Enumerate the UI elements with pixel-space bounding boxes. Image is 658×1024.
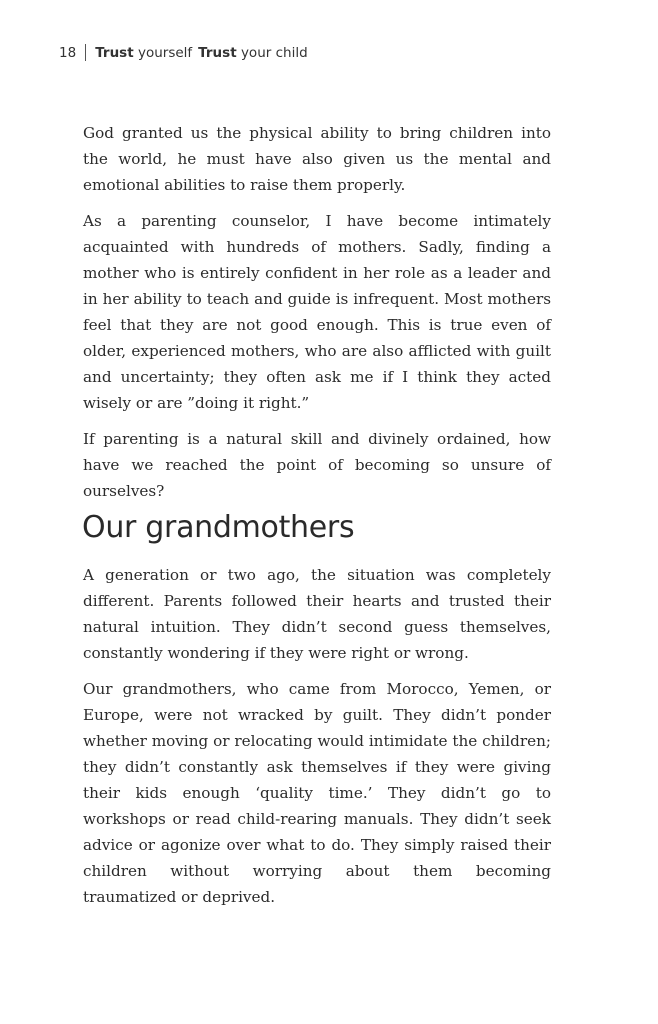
- book-title-rest-2: your child: [236, 44, 308, 61]
- paragraph: Our grandmothers, who came from Morocco, Yemen, or Europe, were not wracked by guilt. They didn’t ponder whether moving or relocating would intimidate the children; they didn’t constantly ask themselves if they were giving their kids enough ‘quality time.’ They didn’t go to workshops or read child-rearing manuals. They didn’t seek advice or agonize over what to do. They simply raised their children without worrying about them becoming traumatized or deprived.: [83, 680, 551, 906]
- paragraph: God granted us the physical ability to bring children into the world, he must have also given us the mental and emotional abilities to raise them properly.: [83, 124, 551, 194]
- book-title-rest-1: yourself: [133, 44, 193, 61]
- body-text-section: [83, 562, 551, 920]
- running-head: [59, 44, 308, 61]
- paragraph: A generation or two ago, the situation was completely different. Parents followed their hearts and trusted their natural intuition. They didn’t second guess themselves, constantly wondering if they were right or wrong.: [83, 566, 551, 662]
- body-text-top: [83, 120, 551, 514]
- book-title-word-1: Trust: [95, 44, 134, 61]
- paragraph: If parenting is a natural skill and divinely ordained, how have we reached the point of becoming so unsure of ourselves?: [83, 430, 551, 500]
- paragraph: As a parenting counselor, I have become intimately acquainted with hundreds of mothers. Sadly, finding a mother who is entirely confident in her role as a leader and in her ability to teach and guide is infrequent. Most mothers feel that they are not good enough. This is true even of older, experienced mothers, who are also afflicted with guilt and uncertainty; they often ask me if I think they acted wisely or are ”doing it right.”: [83, 212, 551, 412]
- book-title-word-2: Trust: [198, 44, 237, 61]
- section-heading: Our grandmothers: [82, 510, 355, 545]
- page-number: 18: [59, 44, 77, 61]
- book-title: [95, 45, 307, 61]
- header-divider: [85, 44, 86, 61]
